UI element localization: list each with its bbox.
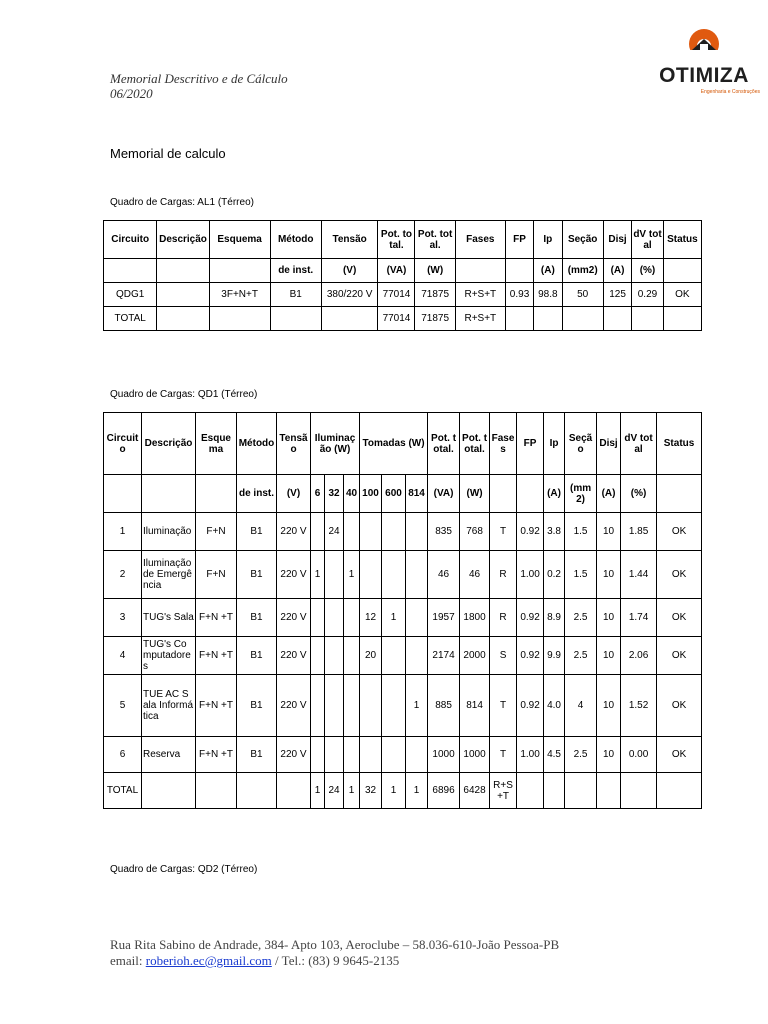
unit-cell bbox=[209, 259, 270, 283]
column-header: Pot. total. bbox=[428, 413, 460, 475]
column-header: FP bbox=[517, 413, 544, 475]
table-cell: B1 bbox=[270, 283, 321, 307]
table-cell: 4 bbox=[565, 675, 597, 737]
table-cell: 0.93 bbox=[505, 283, 533, 307]
table-row bbox=[104, 307, 702, 331]
unit-cell bbox=[104, 259, 157, 283]
table-cell: 46 bbox=[460, 551, 490, 599]
column-header: Pot. total. bbox=[460, 413, 490, 475]
table-cell: 220 V bbox=[277, 513, 311, 551]
table-row bbox=[104, 599, 702, 637]
table-cell: 1 bbox=[406, 773, 428, 809]
table-cell: 220 V bbox=[277, 737, 311, 773]
table-cell: 835 bbox=[428, 513, 460, 551]
table-cell: 3F+N+T bbox=[209, 283, 270, 307]
table-cell: Iluminação de Emergência bbox=[142, 551, 196, 599]
unit-cell: 600 bbox=[382, 475, 406, 513]
table-cell: R bbox=[490, 599, 517, 637]
table-cell: 3 bbox=[104, 599, 142, 637]
table-header-row bbox=[104, 413, 702, 475]
column-header: Fases bbox=[490, 413, 517, 475]
table-cell bbox=[325, 737, 344, 773]
table-cell bbox=[360, 551, 382, 599]
table-cell bbox=[237, 773, 277, 809]
table-cell bbox=[325, 599, 344, 637]
table-cell bbox=[406, 737, 428, 773]
table-cell: 8.9 bbox=[544, 599, 565, 637]
table-cell bbox=[344, 637, 360, 675]
table-cell: OK bbox=[657, 675, 702, 737]
table-cell: 2000 bbox=[460, 637, 490, 675]
unit-cell: (V) bbox=[321, 259, 378, 283]
table-cell: B1 bbox=[237, 599, 277, 637]
table-cell: 1 bbox=[382, 599, 406, 637]
table-cell: B1 bbox=[237, 737, 277, 773]
column-header: Disj bbox=[597, 413, 621, 475]
table-cell bbox=[382, 551, 406, 599]
footer-email-label: email: bbox=[110, 953, 143, 968]
table-cell: F+N bbox=[196, 551, 237, 599]
table-cell bbox=[603, 307, 631, 331]
table-cell: 50 bbox=[562, 283, 603, 307]
table-cell bbox=[597, 773, 621, 809]
table-cell bbox=[344, 675, 360, 737]
table-cell: 10 bbox=[597, 737, 621, 773]
table-cell: 1.5 bbox=[565, 551, 597, 599]
column-header: Descrição bbox=[142, 413, 196, 475]
company-logo bbox=[648, 24, 760, 104]
table-cell: TUG's Sala bbox=[142, 599, 196, 637]
table-cell: 2 bbox=[104, 551, 142, 599]
table-cell bbox=[321, 307, 378, 331]
table-cell bbox=[277, 773, 311, 809]
unit-cell: (A) bbox=[534, 259, 562, 283]
table-cell: 1.44 bbox=[621, 551, 657, 599]
table-units-row bbox=[104, 259, 702, 283]
column-header: Ip bbox=[534, 221, 562, 259]
table-total-row bbox=[104, 773, 702, 809]
table-cell: 220 V bbox=[277, 599, 311, 637]
column-header: Esquema bbox=[196, 413, 237, 475]
table-cell: 2.06 bbox=[621, 637, 657, 675]
table-cell bbox=[657, 773, 702, 809]
table-cell bbox=[534, 307, 562, 331]
table-cell: QDG1 bbox=[104, 283, 157, 307]
table-cell bbox=[505, 307, 533, 331]
table-cell: 46 bbox=[428, 551, 460, 599]
table-cell: 32 bbox=[360, 773, 382, 809]
table-cell bbox=[382, 637, 406, 675]
table-cell bbox=[209, 307, 270, 331]
unit-cell: (%) bbox=[632, 259, 664, 283]
table-cell bbox=[344, 599, 360, 637]
unit-cell: (V) bbox=[277, 475, 311, 513]
table-cell: TOTAL bbox=[104, 773, 142, 809]
table-cell: S bbox=[490, 637, 517, 675]
table-cell: 1 bbox=[382, 773, 406, 809]
table-cell: 0.92 bbox=[517, 637, 544, 675]
column-header: Status bbox=[657, 413, 702, 475]
table-cell: 1800 bbox=[460, 599, 490, 637]
table-header-row bbox=[104, 221, 702, 259]
table-cell: 2.5 bbox=[565, 637, 597, 675]
unit-cell: 32 bbox=[325, 475, 344, 513]
section-title: Memorial de calculo bbox=[110, 146, 226, 161]
table-cell: TUG's Computadores bbox=[142, 637, 196, 675]
column-header: Ip bbox=[544, 413, 565, 475]
table-cell: 4.0 bbox=[544, 675, 565, 737]
table-cell bbox=[196, 773, 237, 809]
column-header: Esquema bbox=[209, 221, 270, 259]
table-cell: 0.00 bbox=[621, 737, 657, 773]
table-cell bbox=[517, 773, 544, 809]
unit-cell: 814 bbox=[406, 475, 428, 513]
table-cell bbox=[311, 675, 325, 737]
footer-address: Rua Rita Sabino de Andrade, 384- Apto 103, Aeroclube – 58.036-610-João Pessoa-PB bbox=[110, 937, 560, 952]
unit-cell bbox=[517, 475, 544, 513]
table-cell: T bbox=[490, 513, 517, 551]
table-cell: 4 bbox=[104, 637, 142, 675]
qd1-load-table bbox=[103, 412, 702, 809]
column-header: Seção bbox=[565, 413, 597, 475]
table-cell: T bbox=[490, 737, 517, 773]
table-cell: F+N +T bbox=[196, 737, 237, 773]
table-cell bbox=[382, 737, 406, 773]
table-row bbox=[104, 513, 702, 551]
table-cell: OK bbox=[657, 637, 702, 675]
table-cell: 10 bbox=[597, 637, 621, 675]
table-cell: 10 bbox=[597, 599, 621, 637]
table-cell bbox=[311, 599, 325, 637]
table-cell: 10 bbox=[597, 551, 621, 599]
table-cell: 6896 bbox=[428, 773, 460, 809]
table-cell: R+S+T bbox=[455, 307, 505, 331]
unit-cell bbox=[455, 259, 505, 283]
logo-wordmark: OTIMIZA bbox=[659, 64, 749, 87]
table-cell: 3.8 bbox=[544, 513, 565, 551]
table-cell: B1 bbox=[237, 513, 277, 551]
table-cell bbox=[565, 773, 597, 809]
qd2-label: Quadro de Cargas: QD2 (Térreo) bbox=[110, 864, 258, 875]
column-header: Método bbox=[270, 221, 321, 259]
table-cell: 0.92 bbox=[517, 599, 544, 637]
table-cell: 885 bbox=[428, 675, 460, 737]
table-cell: F+N bbox=[196, 513, 237, 551]
table-cell: 77014 bbox=[378, 283, 415, 307]
table-cell bbox=[406, 637, 428, 675]
column-header: Tomadas (W) bbox=[360, 413, 428, 475]
table-cell: TOTAL bbox=[104, 307, 157, 331]
table-cell: 1 bbox=[104, 513, 142, 551]
unit-cell bbox=[490, 475, 517, 513]
unit-cell bbox=[104, 475, 142, 513]
unit-cell bbox=[505, 259, 533, 283]
table-cell: 0.92 bbox=[517, 513, 544, 551]
column-header: Método bbox=[237, 413, 277, 475]
table-cell: 24 bbox=[325, 513, 344, 551]
column-header: Circuito bbox=[104, 413, 142, 475]
unit-cell: de inst. bbox=[237, 475, 277, 513]
column-header: FP bbox=[505, 221, 533, 259]
table-units-row bbox=[104, 475, 702, 513]
table-cell: 1000 bbox=[460, 737, 490, 773]
table-cell: 0.2 bbox=[544, 551, 565, 599]
column-header: Descrição bbox=[157, 221, 209, 259]
table-cell: 220 V bbox=[277, 675, 311, 737]
table-cell: OK bbox=[663, 283, 701, 307]
footer-phone: / Tel.: (83) 9 9645-2135 bbox=[275, 953, 400, 968]
table-cell: OK bbox=[657, 599, 702, 637]
table-cell bbox=[621, 773, 657, 809]
table-cell: 1 bbox=[344, 773, 360, 809]
table-cell bbox=[360, 675, 382, 737]
table-cell: 71875 bbox=[415, 283, 455, 307]
al1-label: Quadro de Cargas: AL1 (Térreo) bbox=[110, 197, 254, 208]
table-cell bbox=[325, 637, 344, 675]
document-title: Memorial Descritivo e de Cálculo bbox=[110, 71, 288, 86]
table-cell: B1 bbox=[237, 637, 277, 675]
logo-tagline: Engenharia e Construções bbox=[700, 89, 760, 95]
table-cell: 1.5 bbox=[565, 513, 597, 551]
table-cell: F+N +T bbox=[196, 599, 237, 637]
table-cell: B1 bbox=[237, 551, 277, 599]
unit-cell: (mm2) bbox=[565, 475, 597, 513]
unit-cell: (A) bbox=[544, 475, 565, 513]
unit-cell: (VA) bbox=[378, 259, 415, 283]
footer-email-link[interactable]: roberioh.ec@gmail.com bbox=[145, 953, 272, 968]
table-cell bbox=[406, 551, 428, 599]
table-cell: 220 V bbox=[277, 637, 311, 675]
table-cell: 1.74 bbox=[621, 599, 657, 637]
document-date: 06/2020 bbox=[110, 86, 153, 101]
table-cell: 2174 bbox=[428, 637, 460, 675]
table-cell: 5 bbox=[104, 675, 142, 737]
column-header: dV total bbox=[621, 413, 657, 475]
table-cell: 2.5 bbox=[565, 599, 597, 637]
table-cell: 12 bbox=[360, 599, 382, 637]
table-cell bbox=[142, 773, 196, 809]
column-header: Iluminação (W) bbox=[311, 413, 360, 475]
table-cell bbox=[157, 283, 209, 307]
table-cell: B1 bbox=[237, 675, 277, 737]
table-cell bbox=[270, 307, 321, 331]
unit-cell: (W) bbox=[415, 259, 455, 283]
table-cell: 220 V bbox=[277, 551, 311, 599]
column-header: Pot. total. bbox=[378, 221, 415, 259]
table-cell bbox=[406, 513, 428, 551]
table-cell: 814 bbox=[460, 675, 490, 737]
table-row bbox=[104, 637, 702, 675]
table-cell: 24 bbox=[325, 773, 344, 809]
table-cell: 1957 bbox=[428, 599, 460, 637]
footer-contact bbox=[110, 953, 399, 969]
unit-cell bbox=[657, 475, 702, 513]
table-cell bbox=[325, 551, 344, 599]
table-row bbox=[104, 737, 702, 773]
table-cell bbox=[632, 307, 664, 331]
table-cell bbox=[311, 637, 325, 675]
unit-cell: de inst. bbox=[270, 259, 321, 283]
table-cell bbox=[663, 307, 701, 331]
table-cell: 1.00 bbox=[517, 551, 544, 599]
table-cell: 125 bbox=[603, 283, 631, 307]
table-cell: OK bbox=[657, 737, 702, 773]
table-cell: 1.85 bbox=[621, 513, 657, 551]
table-cell bbox=[311, 513, 325, 551]
table-cell bbox=[325, 675, 344, 737]
table-cell: 1 bbox=[406, 675, 428, 737]
al1-load-table bbox=[103, 220, 702, 331]
table-cell: 380/220 V bbox=[321, 283, 378, 307]
table-cell: F+N +T bbox=[196, 637, 237, 675]
table-cell: Iluminação bbox=[142, 513, 196, 551]
unit-cell: (mm2) bbox=[562, 259, 603, 283]
table-cell: 0.29 bbox=[632, 283, 664, 307]
table-row bbox=[104, 283, 702, 307]
table-cell bbox=[360, 513, 382, 551]
table-cell: 2.5 bbox=[565, 737, 597, 773]
table-cell bbox=[344, 737, 360, 773]
table-cell: 6428 bbox=[460, 773, 490, 809]
unit-cell: 40 bbox=[344, 475, 360, 513]
column-header: Seção bbox=[562, 221, 603, 259]
table-row bbox=[104, 675, 702, 737]
table-cell bbox=[382, 675, 406, 737]
unit-cell: (%) bbox=[621, 475, 657, 513]
table-cell: R+S+T bbox=[455, 283, 505, 307]
table-cell: 1.00 bbox=[517, 737, 544, 773]
table-cell: T bbox=[490, 675, 517, 737]
unit-cell: (A) bbox=[603, 259, 631, 283]
table-cell: R+S+T bbox=[490, 773, 517, 809]
unit-cell bbox=[663, 259, 701, 283]
table-cell: 1000 bbox=[428, 737, 460, 773]
column-header: dV total bbox=[632, 221, 664, 259]
table-cell bbox=[157, 307, 209, 331]
unit-cell bbox=[142, 475, 196, 513]
unit-cell: (A) bbox=[597, 475, 621, 513]
column-header: Status bbox=[663, 221, 701, 259]
table-cell: 98.8 bbox=[534, 283, 562, 307]
column-header: Tensão bbox=[277, 413, 311, 475]
unit-cell: 6 bbox=[311, 475, 325, 513]
table-cell: OK bbox=[657, 551, 702, 599]
unit-cell bbox=[157, 259, 209, 283]
qd1-label: Quadro de Cargas: QD1 (Térreo) bbox=[110, 389, 258, 400]
table-cell: TUE AC Sala Informática bbox=[142, 675, 196, 737]
table-cell: 10 bbox=[597, 513, 621, 551]
table-cell: 1.52 bbox=[621, 675, 657, 737]
table-cell: 4.5 bbox=[544, 737, 565, 773]
unit-cell: (VA) bbox=[428, 475, 460, 513]
table-cell: 9.9 bbox=[544, 637, 565, 675]
table-cell: 10 bbox=[597, 675, 621, 737]
table-cell: R bbox=[490, 551, 517, 599]
table-cell: Reserva bbox=[142, 737, 196, 773]
column-header: Circuito bbox=[104, 221, 157, 259]
table-cell: 71875 bbox=[415, 307, 455, 331]
column-header: Tensão bbox=[321, 221, 378, 259]
unit-cell: 100 bbox=[360, 475, 382, 513]
table-cell: 1 bbox=[344, 551, 360, 599]
table-cell bbox=[360, 737, 382, 773]
table-cell bbox=[406, 599, 428, 637]
table-cell bbox=[311, 737, 325, 773]
table-cell: 1 bbox=[311, 773, 325, 809]
unit-cell: (W) bbox=[460, 475, 490, 513]
table-cell: 768 bbox=[460, 513, 490, 551]
column-header: Fases bbox=[455, 221, 505, 259]
table-cell: 77014 bbox=[378, 307, 415, 331]
unit-cell bbox=[196, 475, 237, 513]
table-cell: 6 bbox=[104, 737, 142, 773]
column-header: Pot. total. bbox=[415, 221, 455, 259]
table-cell: F+N +T bbox=[196, 675, 237, 737]
table-cell bbox=[344, 513, 360, 551]
table-cell bbox=[562, 307, 603, 331]
table-cell: 0.92 bbox=[517, 675, 544, 737]
table-row bbox=[104, 551, 702, 599]
table-cell bbox=[382, 513, 406, 551]
table-cell: 1 bbox=[311, 551, 325, 599]
table-cell: OK bbox=[657, 513, 702, 551]
table-cell: 20 bbox=[360, 637, 382, 675]
column-header: Disj bbox=[603, 221, 631, 259]
table-cell bbox=[544, 773, 565, 809]
